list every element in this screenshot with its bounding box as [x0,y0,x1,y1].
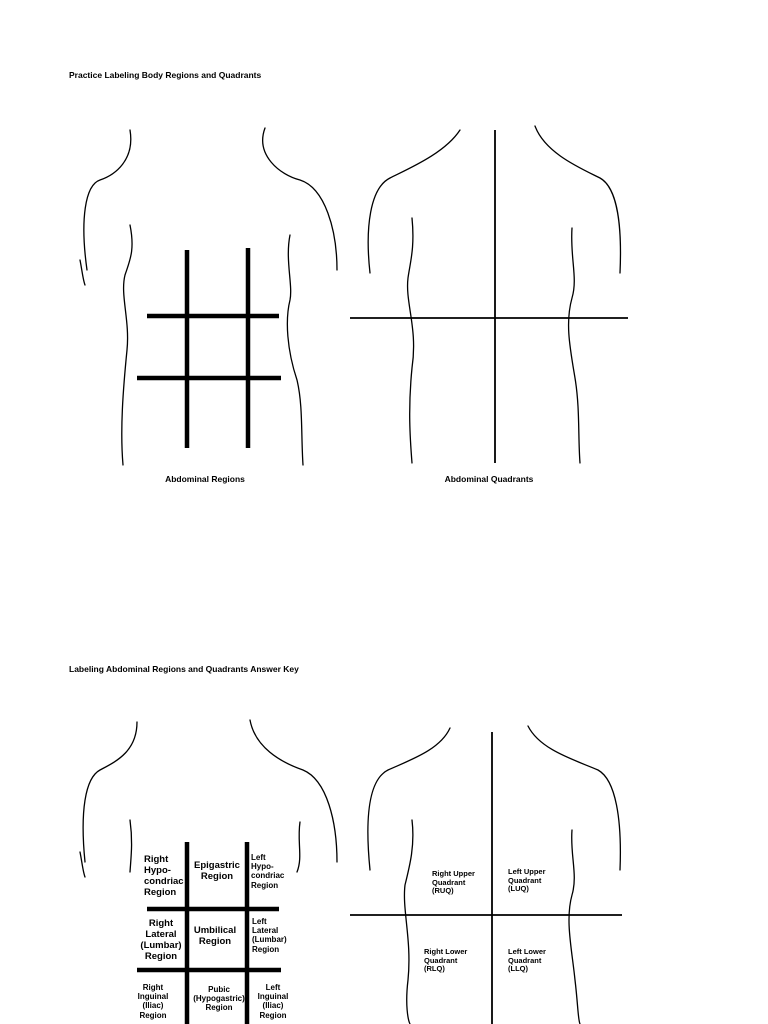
torso-outline-quadrants [350,118,630,463]
label-umbilical: Umbilical Region [193,925,237,947]
label-right-lateral: Right Lateral (Lumbar) Region [140,918,182,962]
answer-quadrants-figure [350,720,625,1024]
label-llq: Left Lower Quadrant (LLQ) [508,947,546,974]
practice-regions-figure [75,120,345,465]
label-ruq: Right Upper Quadrant (RUQ) [432,869,475,896]
practice-quadrants-figure [350,118,630,463]
regions-grid [137,248,281,448]
regions-caption: Abdominal Regions [165,474,245,484]
label-left-hypochondriac: Left Hypo- condriac Region [251,853,285,890]
label-rlq: Right Lower Quadrant (RLQ) [424,947,468,974]
label-luq: Left Upper Quadrant (LUQ) [508,867,546,894]
quadrants-cross-answer [350,732,622,1024]
answer-key-heading: Labeling Abdominal Regions and Quadrants Answer Key [69,664,299,674]
label-left-inguinal: Left Inguinal (Iliac) Region [257,983,289,1020]
practice-heading: Practice Labeling Body Regions and Quadrants [69,70,262,80]
torso-outline-quadrants-answer [350,720,625,1024]
torso-outline-regions [75,120,345,465]
quadrants-caption: Abdominal Quadrants [444,474,534,484]
quadrants-cross [350,130,628,463]
label-left-lateral: Left Lateral (Lumbar) Region [252,917,287,954]
label-right-inguinal: Right Inguinal (Iliac) Region [137,983,169,1020]
label-right-hypochondriac: Right Hypo- condriac Region [144,854,184,898]
label-pubic: Pubic (Hypogastric) Region [193,985,245,1013]
label-epigastric: Epigastric Region [194,860,240,882]
